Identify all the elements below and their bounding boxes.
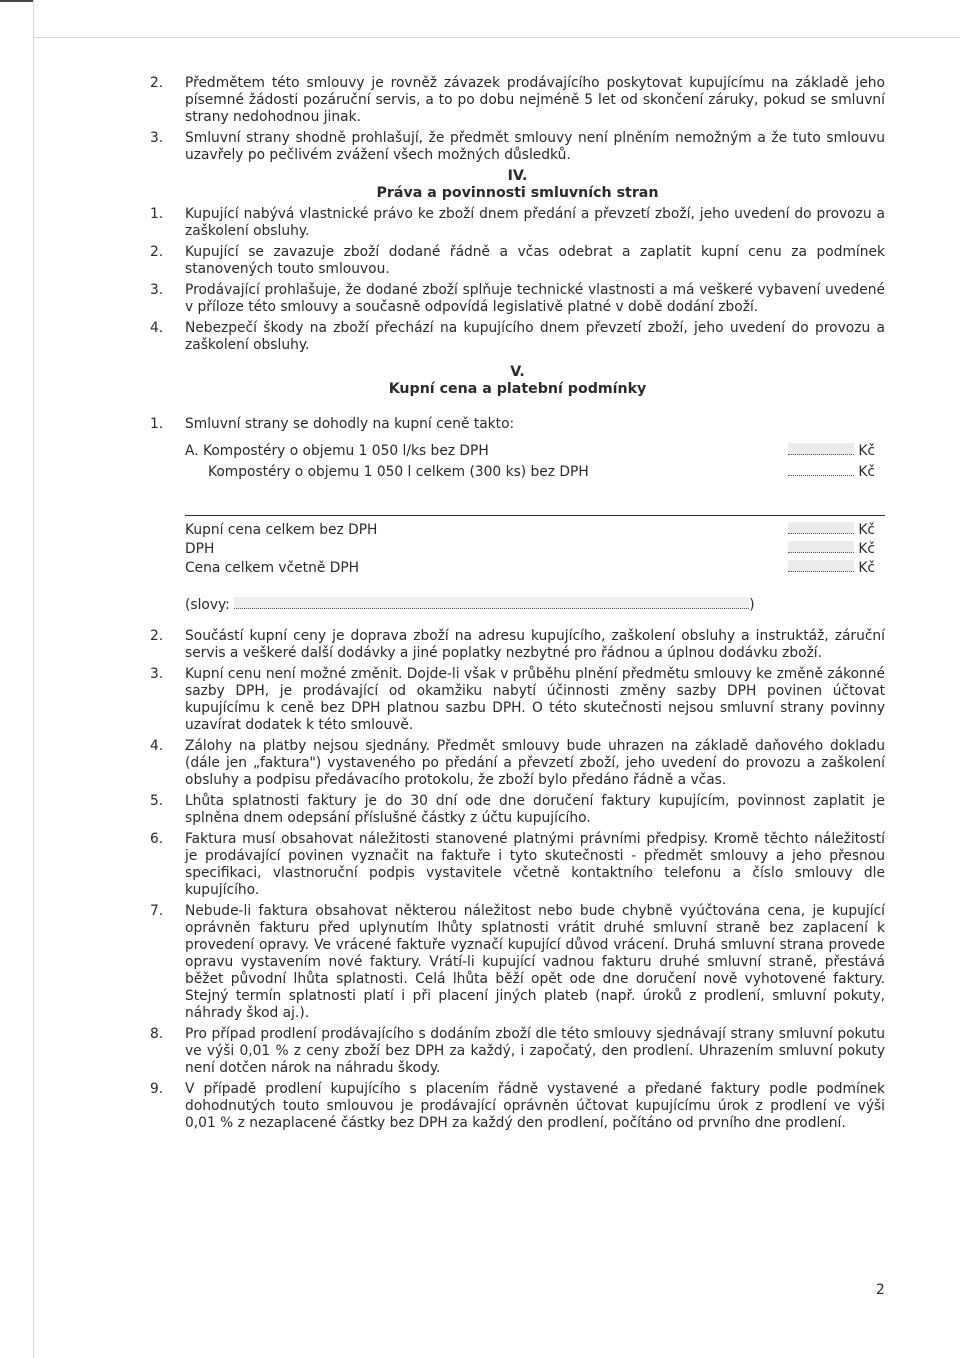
item-text: Smluvní strany shodně prohlašují, že předmět smlouvy není plněním nemožným a že tuto smlouvu uzavřely po pečlivém zvážení všech možných důsledků. — [185, 130, 885, 163]
section-v-item-9 — [150, 1081, 885, 1132]
item-text: Pro případ prodlení prodávajícího s dodáním zboží dle této smlouvy sjednávají strany smluvní pokutu ve výši 0,01 % z ceny zboží bez DPH za každý, i započatý, den prodlení. Uhrazením smluvní pokuty není dotčen nárok na náhradu škody. — [185, 1026, 885, 1076]
item-text: Prodávající prohlašuje, že dodané zboží splňuje technické vlastnosti a má veškeré vybavení uvedené v příloze této smlouvy a současně odpovídá legislativě platné v době dodání zboží. — [185, 282, 885, 315]
scan-corner-mark — [0, 0, 34, 2]
item-number: 9. — [150, 1081, 164, 1097]
section-v-item-5 — [150, 793, 885, 827]
section-v-item-8 — [150, 1026, 885, 1077]
top-item-3 — [150, 130, 885, 164]
item-number: 6. — [150, 831, 164, 847]
price-label: Cena celkem včetně DPH — [185, 560, 360, 576]
section-v-item-6 — [150, 831, 885, 899]
item-text: V případě prodlení kupujícího s placením řádně vystavené a předané faktury podle podmínek dohodnutých touto smlouvou je prodávající oprávněn účtovat kupujícímu úrok z prodlení ve výši 0,01 % z nezaplacené částky bez DPH za každý den prodlení, počítáno od prvního dne prodlení. — [185, 1081, 885, 1131]
price-row-a — [150, 443, 885, 462]
price-value-field: Kč — [785, 522, 875, 539]
totals-divider — [185, 515, 885, 516]
section-v-number: V. — [510, 364, 525, 380]
scan-edge-horizontal — [33, 37, 960, 38]
section-v-item-2 — [150, 628, 885, 662]
section-v-item-7 — [150, 903, 885, 1022]
item-number: 3. — [150, 666, 164, 682]
section-iv-number: IV. — [507, 168, 528, 184]
section-v-item-1 — [150, 416, 885, 433]
item-number: 2. — [150, 628, 164, 644]
item-text: Součástí kupní ceny je doprava zboží na adresu kupujícího, zaškolení obsluhy a instruktáž, záruční servis a veškeré další dodávky a jiné poplatky nezbytné pro řádnou a úplnou dodávku zboží. — [185, 628, 885, 661]
section-iv-title: Práva a povinnosti smluvních stran — [376, 185, 659, 201]
item-text: Faktura musí obsahovat náležitosti stanovené platnými právními předpisy. Kromě těchto náležitostí je prodávající povinen vyznačit na faktuře i tyto skutečnosti - předmět smlouvy a jeho přesnou specifikaci, vlastnoruční podpis vystavitele včetně kontaktního telefonu a číslo smlouvy dle kupujícího. — [185, 831, 885, 898]
section-v-item-3 — [150, 666, 885, 734]
item-text: Kupní cenu není možné změnit. Dojde-li však v průběhu plnění předmětu smlouvy ke změně zákonné sazby DPH, je prodávající od okamžiku nabytí účinnosti změny sazby DPH povinen účtovat kupujícímu k ceně bez DPH platnou sazbu DPH. O této skutečnosti nejsou smluvní strany povinny uzavírat dodatek k této smlouvě. — [185, 666, 885, 733]
section-iv-item-3 — [150, 282, 885, 316]
price-label: Kupní cena celkem bez DPH — [185, 522, 378, 538]
scan-edge-vertical — [33, 0, 34, 1358]
item-number: 8. — [150, 1026, 164, 1042]
item-number: 4. — [150, 320, 164, 336]
item-number: 2. — [150, 244, 164, 260]
price-value-field: Kč — [785, 560, 875, 577]
page-number: 2 — [876, 1282, 885, 1298]
price-row-total-no-vat — [150, 522, 885, 541]
price-in-words: (slovy: ) — [185, 597, 755, 613]
price-in-words-field — [234, 597, 749, 609]
price-value-field: Kč — [785, 541, 875, 558]
item-number: 4. — [150, 738, 164, 754]
price-row-a2 — [150, 464, 885, 483]
section-iv-item-2 — [150, 244, 885, 278]
item-text: Nebezpečí škody na zboží přechází na kupujícího dnem převzetí zboží, jeho uvedení do provozu a zaškolení obsluhy. — [185, 320, 885, 353]
document-page — [150, 75, 885, 1136]
item-number: 3. — [150, 130, 164, 146]
price-row-total-with-vat — [150, 560, 885, 579]
item-number: 7. — [150, 903, 164, 919]
price-value-field: Kč — [785, 443, 875, 460]
price-label: A. Kompostéry o objemu 1 050 l/ks bez DPH — [185, 443, 489, 459]
item-text: Kupující nabývá vlastnické právo ke zboží dnem předání a převzetí zboží, jeho uvedení do provozu a zaškolení obsluhy. — [185, 206, 885, 239]
item-text: Kupující se zavazuje zboží dodané řádně a včas odebrat a zaplatit kupní cenu za podmínek stanovených touto smlouvou. — [185, 244, 885, 277]
item-text: Předmětem této smlouvy je rovněž závazek prodávajícího poskytovat kupujícímu na základě jeho písemné žádosti pozáruční servis, a to po dobu nejméně 5 let od skončení záruky, pokud se smluvní strany nedohodnou jinak. — [185, 75, 885, 125]
section-v-title: Kupní cena a platební podmínky — [388, 381, 647, 397]
item-number: 1. — [150, 206, 164, 222]
item-text: Nebude-li faktura obsahovat některou náležitost nebo bude chybně vyúčtována cena, je kupující oprávněn fakturu před uplynutím lhůty splatnosti vrátit druhé smluvní straně bez zaplacení k provedení opravy. Ve vrácené faktuře vyznačí kupující důvod vrácení. Druhá smluvní strana provede opravu vystavením nové faktury. Vrátí-li kupující vadnou fakturu druhé smluvní straně, přestává běžet původní lhůta splatnosti. Celá lhůta běží opět ode dne doručení nově vyhotovené faktury. Stejný termín splatnosti platí i při placení jiných plateb (např. úroků z prodlení, smluvní pokuty, náhrady škod aj.). — [185, 903, 885, 1021]
item-text: Lhůta splatnosti faktury je do 30 dní ode dne doručení faktury kupujícím, povinnost zaplatit je splněna dnem odepsání příslušné částky z účtu kupujícího. — [185, 793, 885, 826]
price-label: Kompostéry o objemu 1 050 l celkem (300 ks) bez DPH — [208, 464, 589, 480]
price-label: DPH — [185, 541, 215, 557]
section-iv-item-4 — [150, 320, 885, 354]
section-v-item-4 — [150, 738, 885, 789]
item-number: 2. — [150, 75, 164, 91]
price-row-vat — [150, 541, 885, 560]
price-value-field: Kč — [785, 464, 875, 481]
item-number: 3. — [150, 282, 164, 298]
top-item-2 — [150, 75, 885, 126]
item-text: Zálohy na platby nejsou sjednány. Předmět smlouvy bude uhrazen na základě daňového dokladu (dále jen „faktura") vystaveného po předání a převzetí zboží, jeho uvedení do provozu a zaškolení obsluhy a podpisu předávacího protokolu, že zboží bylo předáno řádně a včas. — [185, 738, 885, 788]
item-number: 5. — [150, 793, 164, 809]
item-number: 1. — [150, 416, 164, 432]
section-iv-item-1 — [150, 206, 885, 240]
item-text: Smluvní strany se dohodly na kupní ceně takto: — [185, 416, 515, 432]
